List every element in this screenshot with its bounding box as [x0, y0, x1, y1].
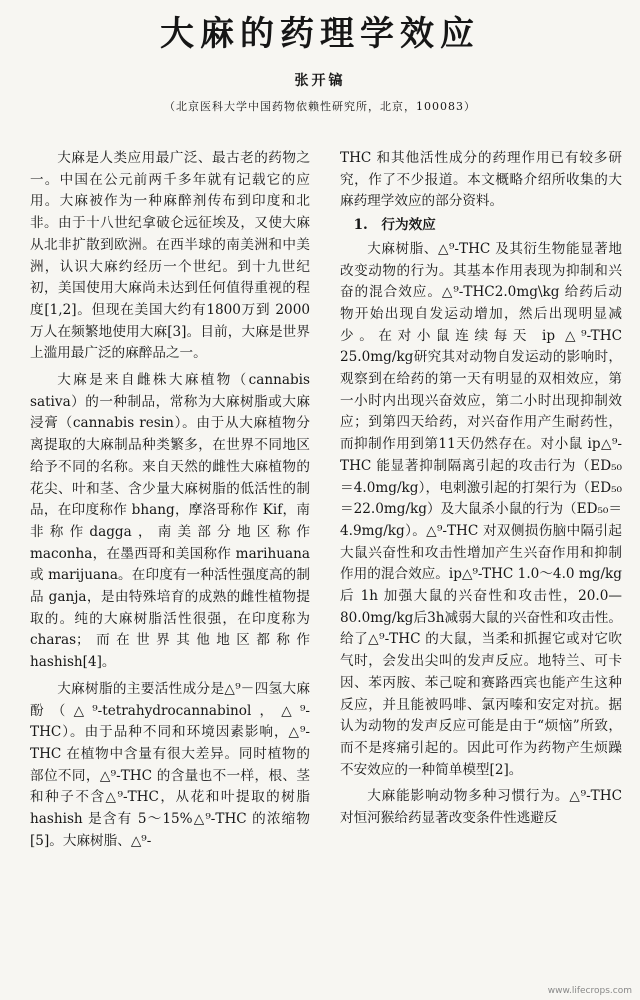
section-heading-behavioral-effects: 1. 行为效应 — [353, 217, 436, 234]
left-column — [30, 148, 310, 993]
paragraph-habitual-behavior: 大麻能影响动物多种习惯行为。△⁹-THC对恒河猴给药显著改变条件性逃避反 — [340, 788, 622, 827]
paragraph-intro: 大麻是人类应用最广泛、最古老的药物之一。中国在公元前两千多年就有记载它的应用。大麻被作为一种麻醉剂传布到印度和北非。由于十八世纪拿破仑远征埃及，又使大麻从北非扩散到欧洲。在西半球的南美洲和中美洲，认识大麻约经历一个世纪。到十九世纪初，美国使用大麻尚未达到任何值得重视的程度[1,2]。但现在美国大约有1800万到 2000 万人在频繁地使用大麻[3]。目前，大麻是世界上滥用最广泛的麻醉品之一。 — [30, 150, 310, 362]
author-name: 张开镐 — [294, 73, 346, 89]
paragraph-behavioral-effects: 大麻树脂、△⁹-THC 及其衍生物能显著地改变动物的行为。其基本作用表现为抑制和兴奋的混合效应。△⁹-THC2.0mg\kg 给药后动物开始出现自发运动增加，然后出现明显减少。在对小鼠连续每天 ip △⁹-THC 25.0mg/kg研究其对动物自发运动的影响时，观察到在给药的第一天有明显的双相效应，第一小时内出现兴奋效应，第二小时出现抑制效应；到第四天给药，对兴奋作用产生耐药性，而抑制作用到第11天仍然存在。对小鼠 ip△⁹-THC 能显著抑制隔离引起的攻击行为（ED₅₀＝4.0mg/kg），电刺激引起的打架行为（ED₅₀＝22.0mg/kg）及大鼠杀小鼠的行为（ED₅₀＝4.9mg/kg）。△⁹-THC 对双侧损伤脑中隔引起大鼠兴奋性和攻击性增加产生兴奋作用和抑制作用的混合效应。ip△⁹-THC 1.0～4.0 mg/kg 后 1h 加强大鼠的兴奋性和攻击性，20.0—80.0mg/kg后3h减弱大鼠的兴奋性和攻击性。给了△⁹-THC 的大鼠，当柔和抓握它或对它吹气时，会发出尖叫的发声反应。地特兰、可卡因、苯丙胺、苯己啶和赛路西宾也能产生这种反应，并且能被吗啡、氯丙嗪和安定对抗。据认为动物的发声反应可能是由于“烦恼”所致，而不是疼痛引起的。因此可作为药物产生烦躁不安效应的一种简单模型[2]。 — [340, 240, 622, 778]
paragraph-cannabis-sources: 大麻是来自雌株大麻植物（cannabis sativa）的一种制品，常称为大麻树脂或大麻浸膏（cannabis resin）。由于从大麻植物分离提取的大麻制品种类繁多，在世界不同地区给予不同的名称。来自天然的雌性大麻植物的花尖、叶和茎、含少量大麻树脂的低活性的制品，在印度称作 bhang，摩洛哥称作 Kif，南非称作dagga，南美部分地区称作 maconha，在墨西哥和美国称作 marihuana 或 marijuana。在印度有一种活性强度高的制品 ganja，是由特殊培育的成熟的雌性植物提取的。纯的大麻树脂活性很强，在印度称为 charas；而在世界其他地区都称作hashish[4]。 — [30, 372, 310, 671]
author-affiliation: （北京医科大学中国药物依赖性研究所，北京，100083） — [164, 100, 476, 113]
watermark: www.lifecrops.com — [547, 986, 632, 996]
right-column — [340, 148, 622, 993]
paper-title: 大麻的药理学效应 — [160, 14, 480, 54]
paragraph-continued: THC 和其他活性成分的药理作用已有较多研究，作了不少报道。本文概略介绍所收集的大麻药理学效应的部分资料。 — [340, 150, 622, 210]
paragraph-active-ingredient: 大麻树脂的主要活性成分是△⁹－四氢大麻酚（△⁹-tetrahydrocannabinol，△⁹-THC）。由于品种不同和环境因素影响，△⁹-THC 在植物中含量有很大差异。同时植物的部位不同，△⁹-THC 的含量也不一样，根、茎和种子不含△⁹-THC，从花和叶提取的树脂 hashish 是含有 5～15%△⁹-THC 的浓缩物[5]。大麻树脂、△⁹- — [30, 680, 310, 849]
